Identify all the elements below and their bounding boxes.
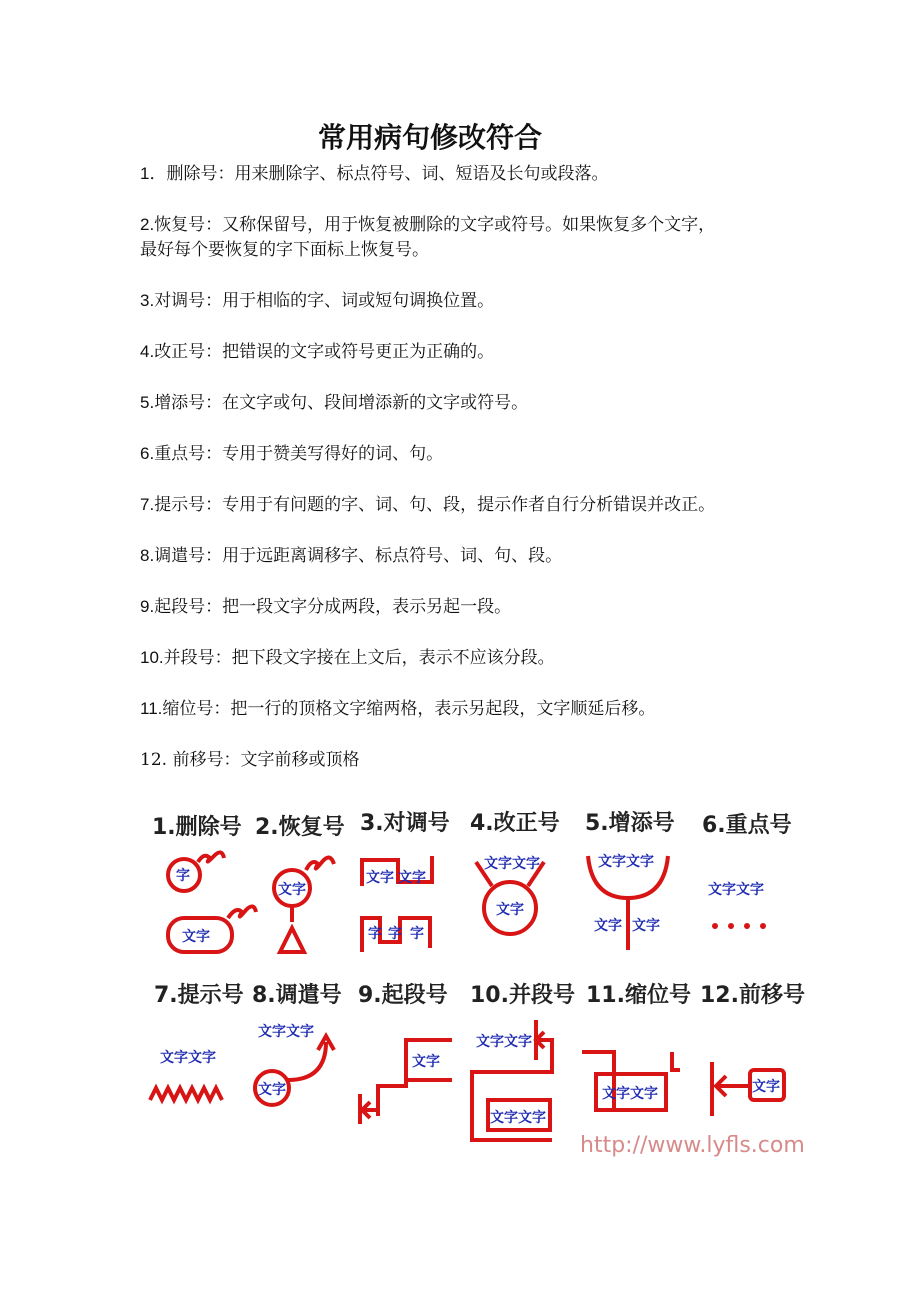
svg-text:文字: 文字 — [278, 882, 306, 898]
delete-mark-icon — [168, 852, 256, 952]
svg-text:文字文字: 文字文字 — [258, 1024, 314, 1040]
list-item — [140, 595, 800, 619]
list-item — [140, 697, 800, 721]
svg-text:文字: 文字 — [594, 918, 622, 934]
item-text: 缩位号：把一行的顶格文字缩两格，表示另起段，文字顺延后移。 — [162, 699, 656, 719]
proofreading-symbols-figure — [140, 790, 805, 1170]
list-item — [140, 162, 800, 186]
svg-text:文字文字: 文字文字 — [708, 882, 764, 898]
svg-text:字: 字 — [388, 926, 402, 942]
symbol-label: 2.恢复号 — [255, 815, 345, 840]
symbol-label: 10.并段号 — [470, 983, 575, 1008]
svg-text:文字: 文字 — [258, 1082, 286, 1098]
item-text: 重点号：专用于赞美写得好的词、句。 — [154, 444, 444, 464]
list-item — [140, 748, 800, 772]
move-mark-icon — [255, 1023, 334, 1105]
item-text: 提示号：专用于有问题的字、词、句、段，提示作者自行分析错误并改正。 — [154, 495, 716, 515]
swap-mark-icon — [362, 856, 432, 952]
item-text: 起段号：把一段文字分成两段，表示另起一段。 — [154, 597, 512, 617]
item-number: 11. — [140, 699, 163, 718]
item-number: 2. — [140, 215, 155, 234]
svg-text:字: 字 — [176, 868, 190, 884]
move-forward-mark-icon — [712, 1062, 784, 1116]
symbol-label: 7.提示号 — [154, 983, 244, 1008]
list-item — [140, 391, 800, 415]
svg-text:文字文字: 文字文字 — [476, 1034, 532, 1050]
hint-mark-icon — [150, 1049, 222, 1100]
list-item — [140, 213, 800, 237]
symbol-label: 6.重点号 — [702, 813, 792, 838]
svg-text:文字: 文字 — [182, 929, 210, 945]
list-item — [140, 442, 800, 466]
list-item — [140, 289, 800, 313]
item-text: 恢复号：又称保留号，用于恢复被删除的文字或符号。如果恢复多个文字， — [154, 215, 716, 235]
svg-text:文字文字: 文字文字 — [598, 854, 654, 870]
svg-text:文字文字: 文字文字 — [484, 856, 540, 872]
emphasis-mark-icon — [708, 881, 766, 929]
svg-text:文字: 文字 — [412, 1054, 440, 1070]
indent-mark-icon — [582, 1052, 680, 1110]
item-number: 4. — [140, 342, 155, 361]
page-title: 常用病句修改符合 — [317, 121, 542, 154]
correct-mark-icon — [476, 855, 544, 934]
svg-text:字: 字 — [410, 926, 424, 942]
item-text: 改正号：把错误的文字或符号更正为正确的。 — [154, 342, 495, 362]
item-text: 删除号：用来删除字、标点符号、词、短语及长句或段落。 — [166, 164, 609, 184]
watermark-url: http://www.lyfls.com — [580, 1133, 805, 1158]
item-text: 调遣号：用于远距离调移字、标点符号、词、句、段。 — [154, 546, 563, 566]
item-text: 对调号：用于相临的字、词或短句调换位置。 — [154, 291, 495, 311]
list-item — [140, 646, 800, 670]
symbols-illustration — [140, 790, 805, 1170]
merge-paragraph-mark-icon — [472, 1020, 552, 1140]
svg-text:文字: 文字 — [632, 918, 660, 934]
symbol-label: 5.增添号 — [585, 811, 675, 836]
svg-text:文字: 文字 — [496, 902, 524, 918]
symbol-label: 11.缩位号 — [586, 983, 691, 1008]
svg-text:字: 字 — [368, 926, 382, 942]
svg-text:文字文字: 文字文字 — [490, 1110, 546, 1126]
list-item — [140, 544, 800, 568]
svg-text:文字: 文字 — [366, 870, 394, 886]
item-text: 并段号：把下段文字接在上文后，表示不应该分段。 — [163, 648, 555, 668]
item-number: 1． — [140, 164, 167, 183]
item-text: 前移号：文字前移或顶格 — [167, 750, 360, 770]
item-number: 5. — [140, 393, 155, 412]
item-number: 6. — [140, 444, 155, 463]
svg-text:文字: 文字 — [752, 1079, 780, 1095]
item-number: 10. — [140, 648, 164, 667]
symbol-label: 1.删除号 — [152, 815, 242, 840]
insert-mark-icon — [588, 853, 668, 950]
symbol-label: 12.前移号 — [700, 983, 805, 1008]
item-number: 8. — [140, 546, 155, 565]
restore-mark-icon — [274, 857, 334, 952]
symbol-label: 4.改正号 — [470, 811, 560, 836]
new-paragraph-mark-icon — [360, 1040, 452, 1124]
svg-text:文字文字: 文字文字 — [602, 1086, 658, 1102]
list-item — [140, 238, 800, 262]
item-text: 最好每个要恢复的字下面标上恢复号。 — [140, 240, 429, 260]
item-text: 增添号：在文字或句、段间增添新的文字或符号。 — [154, 393, 529, 413]
svg-text:文字: 文字 — [398, 870, 426, 886]
symbol-label: 9.起段号 — [358, 983, 448, 1008]
svg-text:文字文字: 文字文字 — [160, 1050, 216, 1066]
list-item — [140, 340, 800, 364]
item-number: 12. — [140, 750, 168, 770]
item-number: 9. — [140, 597, 155, 616]
symbol-label: 8.调遣号 — [252, 983, 342, 1008]
list-item — [140, 493, 800, 517]
item-number: 7. — [140, 495, 155, 514]
symbol-label: 3.对调号 — [360, 811, 450, 836]
item-number: 3. — [140, 291, 155, 310]
